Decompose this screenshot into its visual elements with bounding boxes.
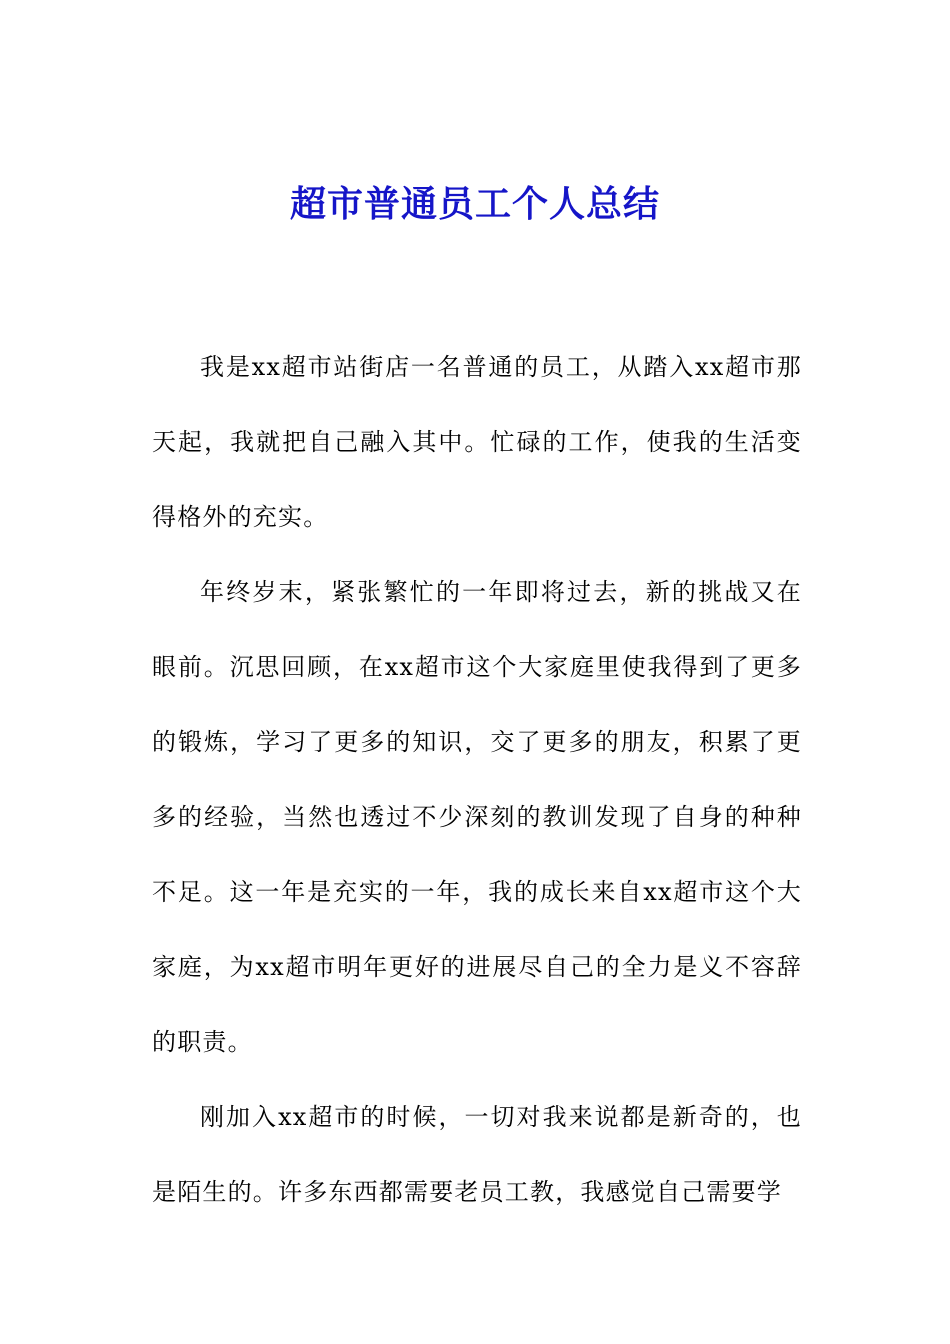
paragraph-3: 刚加入xx超市的时候，一切对我来说都是新奇的，也是陌生的。许多东西都需要老员工教，我感觉自己需要学 [152, 1103, 802, 1206]
document-body [152, 330, 802, 1230]
paragraph-2: 年终岁末，紧张繁忙的一年即将过去，新的挑战又在眼前。沉思回顾，在xx超市这个大家庭里使我得到了更多的锻炼，学习了更多的知识，交了更多的朋友，积累了更多的经验，当然也透过不少深刻的教训发现了自身的种种不足。这一年是充实的一年，我的成长来自xx超市这个大家庭，为xx超市明年更好的进展尽自己的全力是义不容辞的职责。 [152, 578, 802, 1056]
paragraph-1: 我是xx超市站街店一名普通的员工，从踏入xx超市那天起，我就把自己融入其中。忙碌的工作，使我的生活变得格外的充实。 [152, 353, 802, 531]
document-title: 超市普通员工个人总结 [289, 183, 660, 225]
